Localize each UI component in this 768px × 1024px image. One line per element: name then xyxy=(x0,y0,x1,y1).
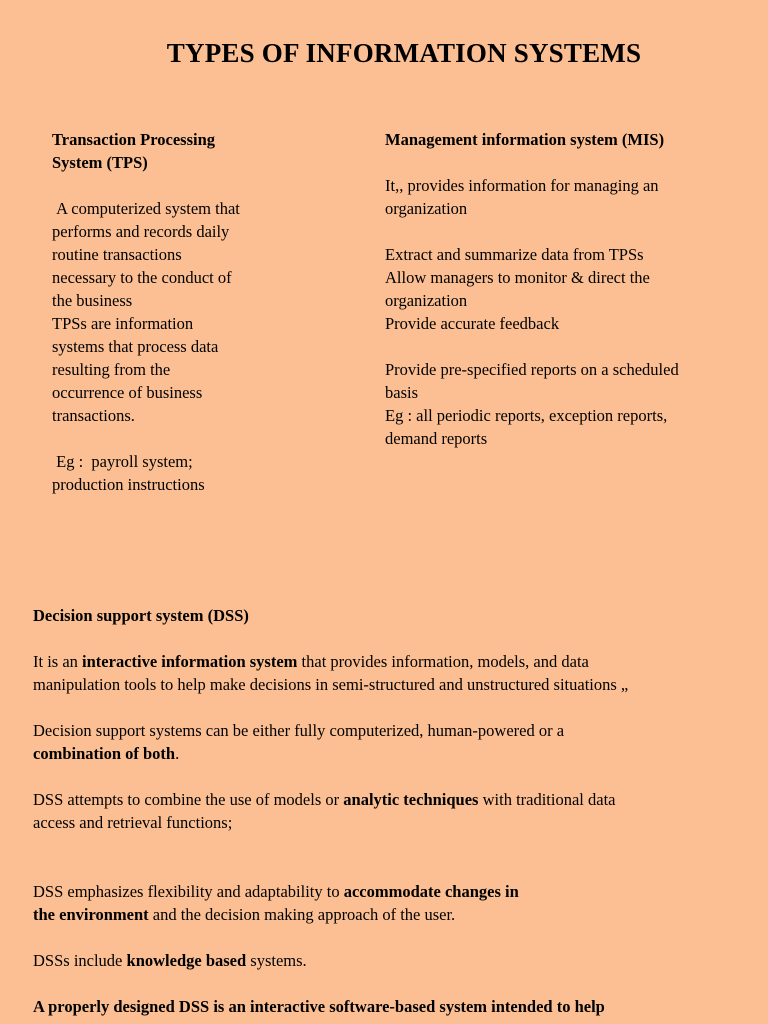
tps-line: routine transactions xyxy=(52,245,182,264)
dss-section xyxy=(33,604,768,1018)
dss-bold-text: knowledge based xyxy=(126,951,247,970)
dss-text: DSS emphasizes flexibility and adaptability to xyxy=(33,882,344,901)
mis-line: Provide accurate feedback xyxy=(385,314,560,333)
dss-paragraph-3-line2: access and retrieval functions; xyxy=(33,813,233,832)
mis-line: Extract and summarize data from TPSs xyxy=(385,245,644,264)
mis-line: basis xyxy=(385,383,418,402)
dss-bold-text: the environment xyxy=(33,905,149,924)
dss-paragraph-4-line2 xyxy=(33,903,768,926)
mis-intro-line1: It,, provides information for managing an xyxy=(385,176,659,195)
tps-line: necessary to the conduct of xyxy=(52,268,232,287)
dss-paragraph-1 xyxy=(33,650,768,673)
tps-section xyxy=(52,128,342,496)
mis-section xyxy=(385,128,765,450)
tps-line: TPSs are information xyxy=(52,314,194,333)
dss-paragraph-2-line2 xyxy=(33,742,768,765)
dss-paragraph-1-line2: manipulation tools to help make decisions in semi-structured and unstructured situations „ xyxy=(33,675,629,694)
dss-text: systems. xyxy=(246,951,307,970)
tps-line: transactions. xyxy=(52,406,135,425)
dss-text: . xyxy=(175,744,180,763)
dss-bold-text: interactive information system xyxy=(82,652,298,671)
tps-heading-line1: Transaction Processing xyxy=(52,130,216,149)
mis-intro-line2: organization xyxy=(385,199,468,218)
page-title: TYPES OF INFORMATION SYSTEMS xyxy=(166,38,642,68)
dss-text: with traditional data xyxy=(478,790,616,809)
dss-text: and the decision making approach of the user. xyxy=(148,905,456,924)
dss-text: that provides information, models, and data xyxy=(297,652,589,671)
dss-text: It is an xyxy=(33,652,83,671)
mis-line: demand reports xyxy=(385,429,488,448)
mis-line: Allow managers to monitor & direct the xyxy=(385,268,650,287)
mis-line: Eg : all periodic reports, exception reports, xyxy=(385,406,668,425)
tps-line: resulting from the xyxy=(52,360,171,379)
dss-bold-text: combination of both xyxy=(33,744,176,763)
dss-text: DSS attempts to combine the use of models or xyxy=(33,790,344,809)
tps-example-line1: Eg : payroll system; xyxy=(52,452,193,471)
dss-bold-text: accommodate changes in xyxy=(343,882,519,901)
tps-line: systems that process data xyxy=(52,337,219,356)
tps-line: the business xyxy=(52,291,133,310)
tps-heading-line2: System (TPS) xyxy=(52,153,148,172)
tps-line: occurrence of business xyxy=(52,383,203,402)
dss-heading: Decision support system (DSS) xyxy=(33,606,249,625)
tps-line: A computerized system that xyxy=(52,199,240,218)
mis-line: organization xyxy=(385,291,468,310)
dss-paragraph-2-line1: Decision support systems can be either fully computerized, human-powered or a xyxy=(33,721,565,740)
dss-bold-text: analytic techniques xyxy=(343,790,479,809)
mis-heading: Management information system (MIS) xyxy=(385,130,665,149)
dss-text: DSSs include xyxy=(33,951,127,970)
tps-example-line2: production instructions xyxy=(52,475,205,494)
dss-paragraph-6: A properly designed DSS is an interactive software-based system intended to help xyxy=(33,997,605,1016)
tps-line: performs and records daily xyxy=(52,222,230,241)
mis-line: Provide pre-specified reports on a scheduled xyxy=(385,360,679,379)
dss-paragraph-4 xyxy=(33,880,768,903)
dss-paragraph-3 xyxy=(33,788,768,811)
dss-paragraph-5 xyxy=(33,949,768,972)
